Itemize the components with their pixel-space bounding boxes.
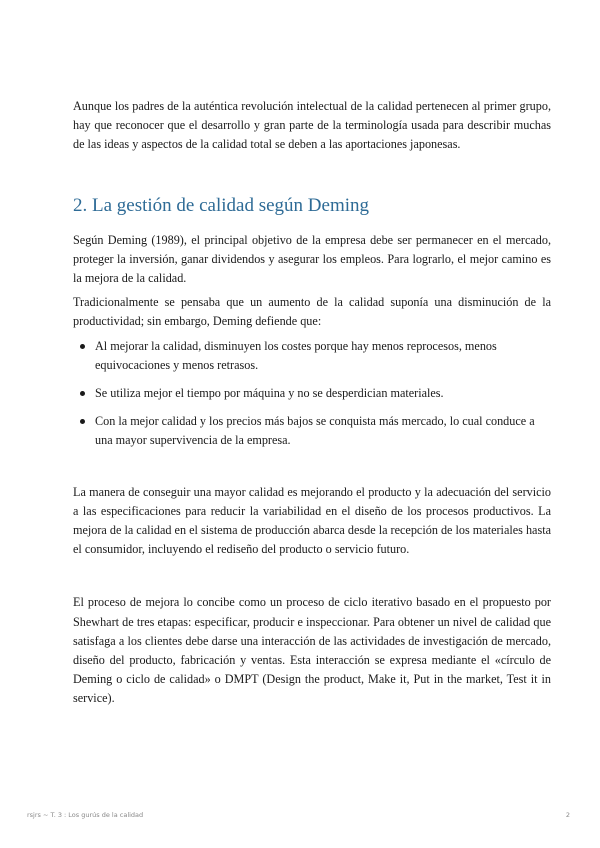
deming-cycle-paragraph: El proceso de mejora lo concibe como un proceso de ciclo iterativo basado en el propuesto por Shewhart de tres etapas: especificar, producir e inspeccionar. Para obtener un nivel de calidad que satisfaga a los clientes debe darse una interacción de las actividades de investigación de mercado, diseño del producto, fabricación y ventas. Esta interacción se expresa mediante el «círculo de Deming o ciclo de calidad» o DMPT (Design the product, Make it, Put in the market, Test it in service). <box>73 595 551 706</box>
list-item <box>73 384 551 403</box>
bullet-icon <box>80 344 85 349</box>
list-item-text: Se utiliza mejor el tiempo por máquina y no se desperdician materiales. <box>95 386 444 401</box>
page-content <box>73 97 551 709</box>
page-footer <box>27 811 570 819</box>
list-item-text: Al mejorar la calidad, disminuyen los costes porque hay menos reprocesos, menos equivocaciones y menos retrasos. <box>95 338 497 372</box>
list-item <box>73 337 551 375</box>
productivity-paragraph: Tradicionalmente se pensaba que un aumento de la calidad suponía una disminución de la productividad; sin embargo, Deming defiende que: <box>73 295 551 329</box>
list-item <box>73 412 551 450</box>
page-number: 2 <box>565 811 570 819</box>
deming-objective-paragraph: Según Deming (1989), el principal objetivo de la empresa debe ser permanecer en el mercado, proteger la inversión, ganar dividendos y asegurar los empleos. Para lograrlo, el mejor camino es la mejora de la calidad. <box>73 232 551 286</box>
bullet-list <box>73 337 551 451</box>
section-heading: 2. La gestión de calidad según Deming <box>73 194 370 216</box>
bullet-icon <box>80 419 85 424</box>
bullet-icon <box>80 391 85 396</box>
intro-paragraph: Aunque los padres de la auténtica revolución intelectual de la calidad pertenecen al primer grupo, hay que reconocer que el desarrollo y gran parte de la terminología usada para describir muchas de las ideas y aspectos de la calidad total se deben a las aportaciones japonesas. <box>73 99 551 152</box>
improvement-paragraph: La manera de conseguir una mayor calidad es mejorando el producto y la adecuación del servicio a las especificaciones para reducir la variabilidad en el diseño de los procesos productivos. La mejora de la calidad en el sistema de producción abarca desde la recepción de los materiales hasta el consumidor, incluyendo el rediseño del producto o servicio futuro. <box>73 484 551 557</box>
list-item-text: Con la mejor calidad y los precios más bajos se conquista más mercado, lo cual conduce a una mayor supervivencia de la empresa. <box>95 414 535 448</box>
footer-title: rsjrs ~ T. 3 : Los gurús de la calidad <box>27 811 144 819</box>
